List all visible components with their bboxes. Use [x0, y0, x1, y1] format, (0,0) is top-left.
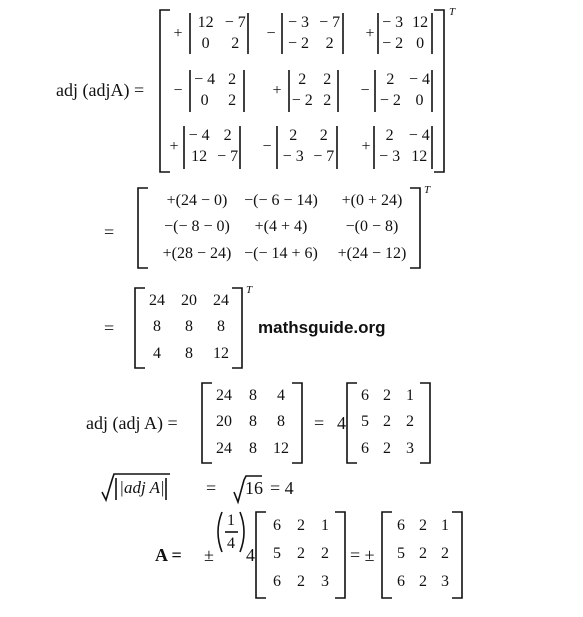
fraction-denominator: 4	[227, 535, 235, 552]
matrix-entry: 8	[185, 345, 193, 362]
matrix-entry: 20	[216, 413, 232, 430]
matrix-entry: 3	[406, 440, 414, 457]
matrix-entry: 5	[397, 545, 405, 562]
cofactor-value: −(− 6 − 14)	[244, 192, 318, 209]
matrix-entry: 2	[383, 413, 391, 430]
cofactor-sign: +	[272, 82, 282, 99]
matrix-entry: 8	[277, 413, 285, 430]
matrix-entry: 6	[361, 387, 369, 404]
matrix-entry: 2	[419, 573, 427, 590]
minor-entry: − 7	[319, 14, 341, 31]
a-equals-label: A =	[155, 545, 182, 565]
minor-entry: 0	[415, 92, 424, 109]
cofactor-sign: −	[173, 82, 183, 99]
minor-entry: 2	[325, 35, 334, 52]
minor-entry: 2	[228, 92, 237, 109]
matrix-entry: 6	[273, 573, 281, 590]
matrix-entry: 4	[153, 345, 161, 362]
minor-entry: − 3	[379, 148, 401, 165]
minor-entry: − 3	[382, 14, 404, 31]
matrix-entry: 24	[216, 387, 232, 404]
transpose-sup-3: T	[246, 284, 253, 296]
plus-minus-sign: ±	[204, 545, 214, 565]
matrix-entry: 4	[277, 387, 285, 404]
matrix-entry: 2	[297, 545, 305, 562]
cofactor-sign: −	[266, 25, 276, 42]
minor-entry: 0	[416, 35, 425, 52]
transpose-sup-2: T	[424, 184, 431, 196]
cofactor-value: +(28 − 24)	[162, 245, 232, 262]
scalar-factor-6: 4	[246, 545, 255, 565]
minor-entry: 12	[411, 148, 428, 165]
equals-sign-2: =	[104, 222, 115, 242]
abs-adj-a: |adj A|	[119, 478, 165, 497]
minor-entry: − 2	[291, 92, 313, 109]
matrix-entry: 2	[297, 517, 305, 534]
matrix-entry: 8	[249, 440, 257, 457]
cofactor-value: −(− 14 + 6)	[244, 245, 318, 262]
matrix-entry: 20	[181, 292, 197, 309]
minor-entry: 2	[323, 92, 332, 109]
matrix-entry: 2	[441, 545, 449, 562]
minor-entry: − 2	[382, 35, 404, 52]
cofactor-sign: +	[169, 138, 179, 155]
matrix-entry: 1	[441, 517, 449, 534]
matrix-entry: 8	[217, 318, 225, 335]
minor-entry: − 4	[408, 71, 430, 88]
minor-entry: − 2	[379, 92, 401, 109]
matrix-entry: 5	[273, 545, 281, 562]
equals-plus-minus: = ±	[350, 545, 375, 565]
matrix-entry: 5	[361, 413, 369, 430]
equals-sign-3: =	[104, 318, 115, 338]
equals-sign-4: =	[314, 413, 325, 433]
matrix-entry: 8	[153, 318, 161, 335]
matrix-entry: 12	[213, 345, 229, 362]
matrix-entry: 6	[397, 573, 405, 590]
matrix-entry: 2	[383, 387, 391, 404]
adj-adj-a-label-2: adj (adj A) =	[86, 413, 178, 433]
minor-entry: 12	[191, 148, 208, 165]
cofactor-sign: −	[360, 82, 370, 99]
cofactor-sign: −	[262, 138, 272, 155]
matrix-entry: 8	[249, 387, 257, 404]
matrix-entry: 2	[419, 545, 427, 562]
scalar-factor-4: 4	[337, 413, 346, 433]
minor-entry: 2	[386, 71, 395, 88]
matrix-entry: 3	[441, 573, 449, 590]
radicand-16: 16	[245, 478, 263, 498]
minor-entry: 0	[200, 92, 209, 109]
cofactor-value: −(0 − 8)	[345, 218, 399, 235]
adj-adj-a-label: adj (adjA) =	[56, 80, 145, 100]
matrix-entry: 24	[213, 292, 229, 309]
cofactor-value: −(− 8 − 0)	[164, 218, 230, 235]
minor-entry: 12	[197, 14, 214, 31]
minor-entry: 2	[223, 127, 232, 144]
matrix-entry: 2	[419, 517, 427, 534]
matrix-entry: 8	[185, 318, 193, 335]
minor-entry: 2	[228, 71, 237, 88]
cofactor-sign: +	[361, 138, 371, 155]
matrix-entry: 6	[273, 517, 281, 534]
minor-entry: − 3	[282, 148, 304, 165]
minor-entry: 2	[319, 127, 328, 144]
transpose-sup-1: T	[449, 6, 456, 18]
matrix-entry: 24	[149, 292, 165, 309]
fraction-numerator: 1	[227, 512, 235, 529]
matrix-entry: 2	[321, 545, 329, 562]
minor-entry: 2	[323, 71, 332, 88]
watermark-text: mathsguide.org	[258, 318, 386, 337]
minor-entry: 2	[231, 35, 240, 52]
cofactor-sign: +	[365, 25, 375, 42]
matrix-entry: 2	[297, 573, 305, 590]
matrix-entry: 24	[216, 440, 232, 457]
minor-entry: − 3	[287, 14, 309, 31]
result-4: = 4	[270, 478, 294, 498]
matrix-entry: 2	[406, 413, 414, 430]
minor-entry: 0	[201, 35, 210, 52]
minor-entry: 2	[385, 127, 394, 144]
matrix-entry: 2	[383, 440, 391, 457]
cofactor-sign: +	[173, 25, 183, 42]
matrix-entry: 6	[397, 517, 405, 534]
cofactor-value: +(24 − 12)	[337, 245, 407, 262]
minor-entry: − 4	[188, 127, 210, 144]
minor-entry: − 4	[408, 127, 430, 144]
cofactor-value: +(0 + 24)	[341, 192, 403, 209]
minor-entry: 12	[412, 14, 429, 31]
minor-entry: − 7	[313, 148, 335, 165]
matrix-entry: 1	[321, 517, 329, 534]
matrix-entry: 8	[249, 413, 257, 430]
minor-entry: − 7	[217, 148, 239, 165]
minor-entry: − 2	[287, 35, 309, 52]
matrix-entry: 1	[406, 387, 414, 404]
cofactor-value: +(24 − 0)	[166, 192, 228, 209]
minor-entry: − 7	[224, 14, 246, 31]
minor-entry: 2	[298, 71, 307, 88]
cofactor-value: +(4 + 4)	[254, 218, 308, 235]
matrix-entry: 6	[361, 440, 369, 457]
minor-entry: − 4	[194, 71, 216, 88]
equals-sign-5: =	[206, 478, 217, 498]
matrix-entry: 3	[321, 573, 329, 590]
minor-entry: 2	[289, 127, 298, 144]
matrix-entry: 12	[273, 440, 289, 457]
